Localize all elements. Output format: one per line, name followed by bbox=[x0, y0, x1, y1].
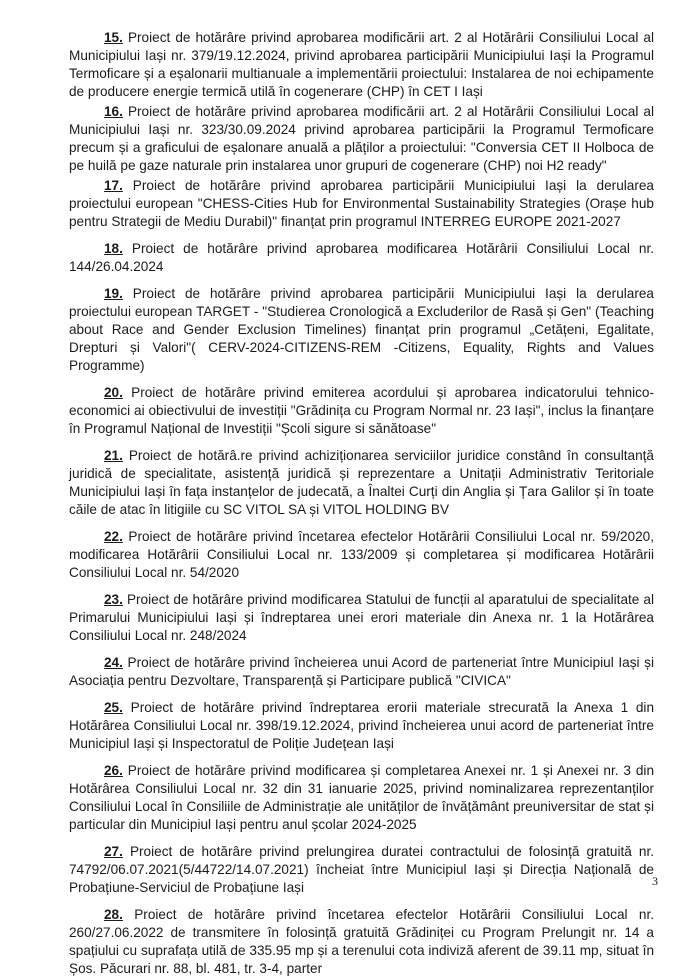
item-text: Proiect de hotărâre privind aprobarea participării Municipiului Iași la derularea proiectului european "CHESS-Cities Hub for Environmental Sustainability Strategies (Orașe hub pentru Strategii de Mediu Durabil)" finanțat prin programul INTERREG EUROPE 2021-2027 bbox=[69, 178, 654, 229]
item-number: 27. bbox=[104, 844, 123, 859]
item-text: Proiect de hotărâre privind aprobarea participării Municipiului Iași la derularea proiectului european TARGET - "Studierea Cronologică a Excluderilor de Rasă și Gen" (Teaching about Race and Gender Exclusion Timelines) finanțat prin programul „Cetățeni, Egalitate, Drepturi și Valori"( CERV-2024-CITIZENS-REM -Citizens, Equality, Rights and Values Programme) bbox=[69, 286, 654, 373]
item-text: Proiect de hotărâre privind aprobarea modificarea Hotărârii Consiliului Local nr. 144/26.04.2024 bbox=[69, 241, 654, 274]
item-text: Proiect de hotărâre privind încheierea unui Acord de parteneriat între Municipiul Iași și Asociația pentru Dezvoltare, Transparență și Participare publică "CIVICA" bbox=[69, 655, 654, 688]
item-number: 24. bbox=[104, 655, 123, 670]
item-number: 22. bbox=[104, 529, 123, 544]
item-text: Proiect de hotărâre privind aprobarea modificării art. 2 al Hotărârii Consiliului Local al Municipiului Iași nr. 323/30.09.2024 privind aprobarea participării la Programul Termoficare precum și a graficului de eșalonare anuală a plăților a proiectului: "Conversia CET II Holboca de pe huilă pe gaze naturale prin instalarea unor grupuri de cogenerare (CHP) noi H2 ready" bbox=[69, 104, 654, 173]
item-text: Proiect de hotărâre privind încetarea efectelor Hotărârii Consiliului Local nr. 59/2020, modificarea Hotărârii Consiliului Local nr. 133/2009 și completarea și modificarea Hotărârii Consiliului Local nr. 54/2020 bbox=[69, 529, 654, 580]
item-text: Proiect de hotărâre privind modificarea și completarea Anexei nr. 1 și Anexei nr. 3 din Hotărârea Consiliului Local nr. 32 din 31 ianuarie 2025, privind nominalizarea reprezentanților Consiliului Local în Consiliile de Administrație ale unităților de învățământ preuniversitar de stat și particular din Municipiul Iași pentru anul școlar 2024-2025 bbox=[69, 763, 654, 832]
item-number: 18. bbox=[104, 241, 123, 256]
item-text: Proiect de hotărâre privind prelungirea duratei contractului de folosință gratuită nr. 74792/06.07.2021(5/44722/14.07.2021) încheiat între Municipiul Iași și Direcția Națională de Probațiune-Serviciul de Probațiune Iași bbox=[69, 844, 654, 895]
agenda-item-17 bbox=[69, 177, 654, 231]
item-number: 26. bbox=[104, 763, 123, 778]
agenda-item-23 bbox=[69, 591, 654, 645]
item-number: 25. bbox=[104, 700, 123, 715]
agenda-item-18 bbox=[69, 240, 654, 276]
agenda-item-27 bbox=[69, 843, 654, 897]
agenda-item-26 bbox=[69, 762, 654, 834]
item-number: 17. bbox=[104, 178, 123, 193]
agenda-item-21 bbox=[69, 447, 654, 519]
agenda-item-16 bbox=[69, 103, 654, 175]
agenda-list bbox=[69, 29, 654, 980]
item-text: Proiect de hotărâre privind emiterea acordului și aprobarea indicatorului tehnico-economici ai obiectivului de investiții "Grădinița cu Program Normal nr. 23 Iași", inclus la finanțare în Programul Național de Investiții "Școli sigure si sănătoase" bbox=[69, 385, 654, 436]
item-text: Proiect de hotărâre privind încetarea efectelor Hotărârii Consiliului Local nr. 260/27.06.2022 de transmitere în folosință gratuită Grădiniței cu Program Prelungit nr. 14 a spațiului cu suprafața utilă de 335.95 mp și a terenului cota indiviză aferent de 39.11 mp, situat în Șos. Păcurari nr. 88, bl. 481, tr. 3-4, parter bbox=[69, 907, 654, 976]
item-text: Proiect de hotărâ.re privind achiziționarea serviciilor juridice constând în consultanță juridică de specialitate, asistență juridică și reprezentare a Unitații Administrativ Teritoriale Municipiului Iași în fața instanțelor de judecată, a Înaltei Curți din Anglia și Țara Galilor și în toate căile de atac în litigiile cu SC VITOL SA și VITOL HOLDING BV bbox=[69, 448, 654, 517]
agenda-item-28 bbox=[69, 906, 654, 978]
agenda-item-22 bbox=[69, 528, 654, 582]
item-number: 15. bbox=[104, 30, 123, 45]
item-number: 21. bbox=[104, 448, 123, 463]
item-number: 20. bbox=[104, 385, 123, 400]
agenda-item-20 bbox=[69, 384, 654, 438]
agenda-item-25 bbox=[69, 699, 654, 753]
item-text: Proiect de hotărâre privind modificarea Statului de funcții al aparatului de specialitate al Primarului Municipiului Iași și îndreptarea unei erori materiale din Anexa nr. 1 la Hotărârea Consiliului Local nr. 248/2024 bbox=[69, 592, 654, 643]
item-number: 28. bbox=[104, 907, 123, 922]
item-text: Proiect de hotărâre privind îndreptarea erorii materiale strecurată la Anexa 1 din Hotărârea Consiliului Local nr. 398/19.12.2024, privind încheierea unui acord de parteneriat între Municipiul Iași și Inspectoratul de Poliție Județean Iași bbox=[69, 700, 654, 751]
item-number: 23. bbox=[104, 592, 123, 607]
agenda-item-19 bbox=[69, 285, 654, 375]
item-number: 19. bbox=[104, 286, 123, 301]
item-number: 16. bbox=[104, 104, 123, 119]
agenda-item-15 bbox=[69, 29, 654, 101]
agenda-item-24 bbox=[69, 654, 654, 690]
item-text: Proiect de hotărâre privind aprobarea modificării art. 2 al Hotărârii Consiliului Local al Municipiului Iași nr. 379/19.12.2024, privind aprobarea participării Municipiului Iași la Programul Termoficare și a eșalonarii multianuale a implementării proiectului: Instalarea de noi echipamente de producere energie termică utilă în cogenerare (CHP) în CET I Iași bbox=[69, 30, 654, 99]
page-number: 3 bbox=[652, 874, 658, 888]
